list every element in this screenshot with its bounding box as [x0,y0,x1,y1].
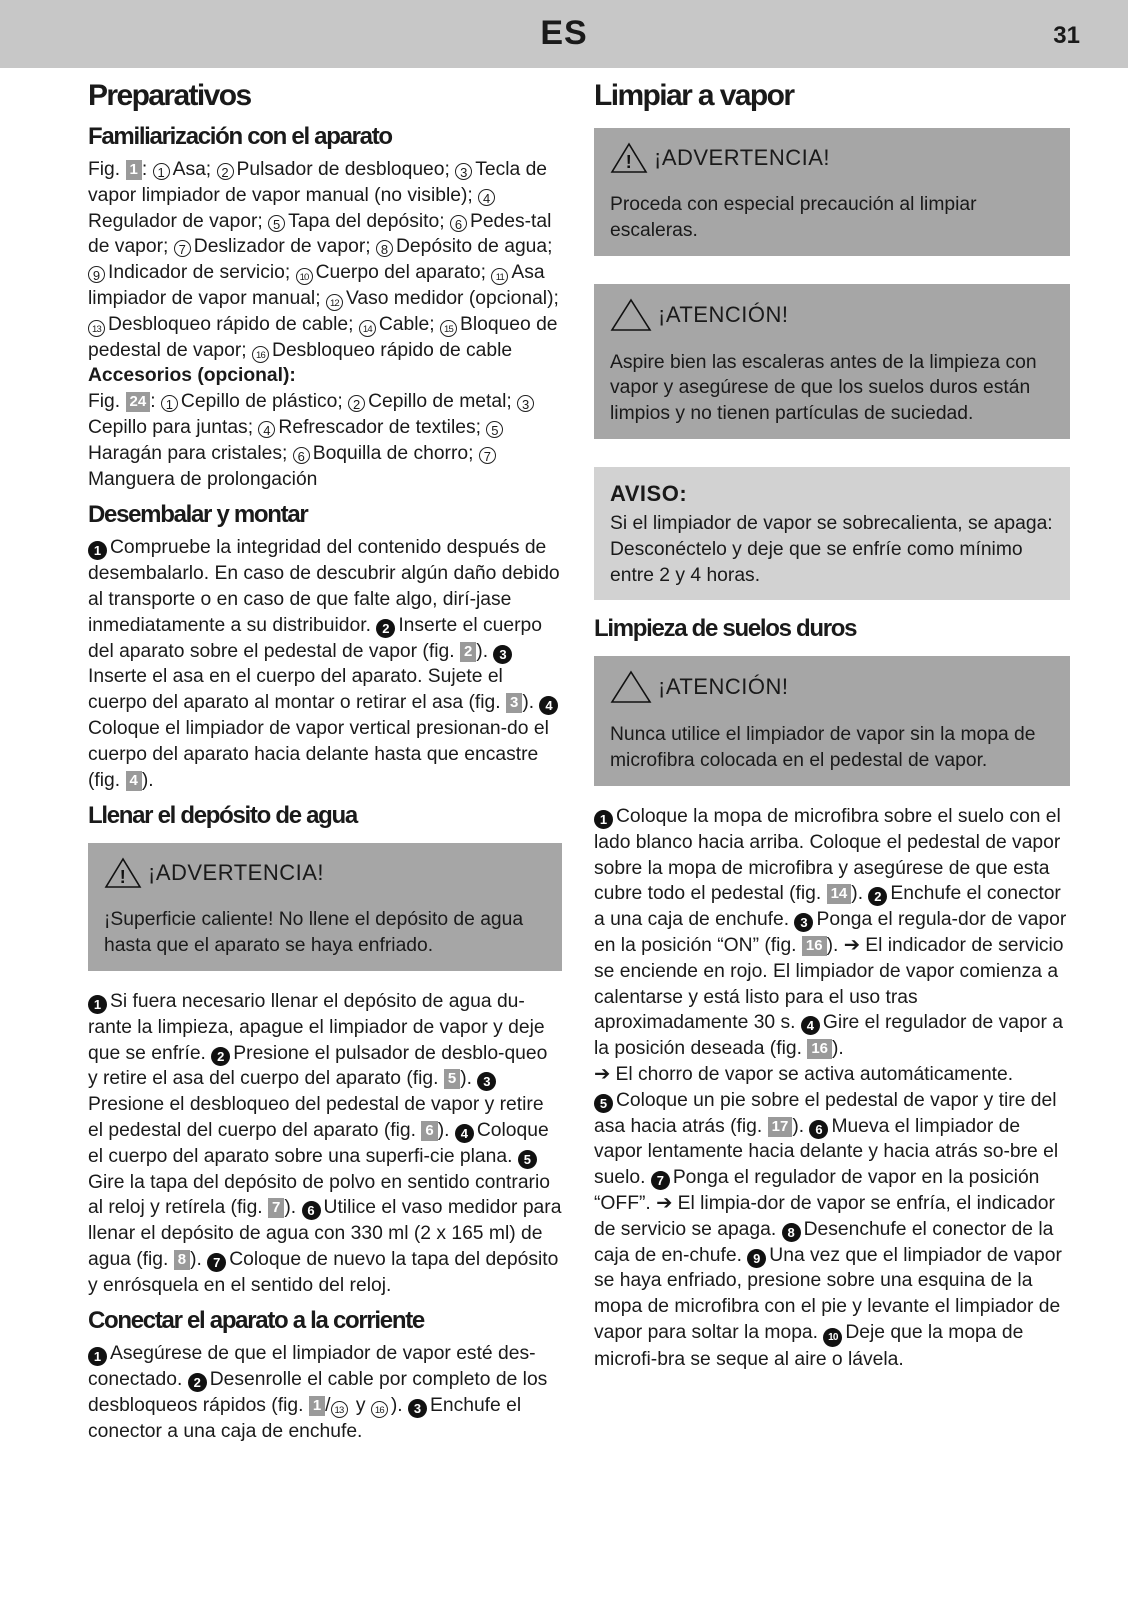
warning-title: ¡ADVERTENCIA! [654,145,831,170]
step-number: 10 [823,1328,842,1347]
attention-text: Nunca utilice el limpiador de vapor sin la mopa de microfibra colocada en el pedestal de vapor. [610,724,1036,772]
heading-llenar: Llenar el depósito de agua [88,802,357,830]
part-number: 1 [161,395,178,412]
part-number: 6 [450,215,467,232]
fig-ref: 16 [807,1039,832,1059]
step-number: 9 [747,1249,766,1268]
step-number: 2 [188,1373,207,1392]
fig-ref: 5 [444,1069,460,1089]
heading-desembalar: Desembalar y montar [88,501,308,529]
step-number: 4 [539,696,558,715]
step-number: 2 [376,619,395,638]
part-number: 16 [252,346,269,363]
part-number: 4 [478,189,495,206]
part-number: 6 [293,447,310,464]
step-number: 1 [88,1347,107,1366]
page-header [0,0,1128,68]
part-number: 7 [479,447,496,464]
fig-ref: 2 [460,642,476,662]
language-code: ES [540,14,588,52]
fig-ref: 7 [268,1198,284,1218]
step-number: 2 [211,1047,230,1066]
fig-ref: 17 [768,1117,793,1137]
notice-text: Si el limpiador de vapor se sobrecalienta, se apaga: Desconéctelo y deje que se enfríe como mínimo entre 2 y 4 horas. [610,512,1053,586]
attention-box [594,284,1070,439]
fig-ref: 1 [126,160,142,180]
notice-box [594,467,1070,600]
attention-icon [610,298,652,332]
heading-limpiar-a-vapor: Limpiar a vapor [594,79,794,112]
accessories-title: Accesorios (opcional): [88,365,296,387]
step-number: 1 [594,810,613,829]
step-number: 7 [651,1171,670,1190]
warning-box [594,128,1070,256]
warning-text: Proceda con especial precaución al limpiar escaleras. [610,194,977,241]
part-number: 2 [217,163,234,180]
fill-steps: 1 Si fuera necesario llenar el depósito de agua du-rante la limpieza, apague el limpiador de vapor y deje que se enfríe. 2 Presione el pulsador de desblo-queo y retire el asa del cuerpo del aparato (fig. 5 ). 3Presione el desbloqueo del pedestal de vapor y retire el pedestal del cuerpo del aparato (fig. 6 ). 4 Coloque el cuerpo del aparato sobre una superfi-cie plana. 5Gire la tapa del depósito de polvo en sentido contrario al reloj y retírela (fig. 7 ). 6 Utilice el vaso medidor para llenar el depósito de agua con 330 ml (2 x 165 ml) de agua (fig. 8 ). 7 Coloque de nuevo la tapa del depósito y enrósquela en el sentido del reloj. [88,990,562,1296]
unpack-steps: 1 Compruebe la integridad del contenido después de desembalarlo. En caso de descubrir algún daño debido al transporte o en caso de que falte algo, dirí-jase inmediatamente a su distribuidor. 2 Inserte el cuerpo del aparato sobre el pedestal de vapor (fig. 2 ). 3Inserte el asa en el cuerpo del aparato. Sujete el cuerpo del aparato al montar o retirar el asa (fig. 3 ). 4Coloque el limpiador de vapor vertical presionan-do el cuerpo del aparato hacia delante hasta que encastre (fig. 4 ). [88,537,560,791]
right-column [594,74,1070,1373]
page-number: 31 [1053,22,1080,49]
svg-text:!: ! [625,152,633,172]
part-number: 16 [371,1401,388,1418]
part-number: 1 [153,163,170,180]
part-number: 9 [88,266,105,283]
step-number: 4 [455,1124,474,1143]
warning-box [88,843,562,971]
part-number: 11 [491,268,508,285]
step-number: 7 [207,1253,226,1272]
fig-ref: 4 [126,771,142,791]
warning-text: ¡Superficie caliente! No llene el depósito de agua hasta que el aparato se haya enfriado. [104,909,524,957]
step-number: 3 [408,1399,427,1418]
attention-title: ¡ATENCIÓN! [658,674,789,700]
step-number: 1 [88,541,107,560]
attention-icon [610,670,652,704]
warning-icon [104,857,142,889]
fig-ref: 14 [827,884,852,904]
step-number: 3 [794,913,813,932]
heading-suelos-duros: Limpieza de suelos duros [594,615,857,643]
heading-preparativos: Preparativos [88,79,251,112]
floor-steps: 1 Coloque la mopa de microfibra sobre el suelo con el lado blanco hacia arriba. Coloque el pedestal de vapor sobre la mopa de microfibra y asegúrese de que esta cubre todo el pedestal (fig. 14 ). 2 Enchufe el conector a una caja de enchufe. 3 Ponga el regula-dor de vapor en la posición “ON” (fig. 16 ). ➔ El indicador de servicio se enciende en rojo. El limpiador de vapor comienza a calentarse y está listo para el uso tras aproximadamente 30 s. 4 Gire el regulador de vapor a la posición deseada (fig. 16 ). ➔ El chorro de vapor se activa automáticamente. 5 Coloque un pie sobre el pedestal de vapor y tire del asa hacia atrás (fig. 17 ). 6 Mueva el limpiador de vapor lentamente hacia delante y hacia atrás so-bre el suelo. 7 Ponga el regulador de vapor en la posición “OFF”. ➔ El limpia-dor de vapor se enfría, el indicador de servicio se apaga. 8 Desenchufe el conector de la caja de en-chufe. 9 Una vez que el limpiador de vapor se haya enfriado, presione sobre una esquina de la mopa de microfibra con el pie y levante el limpiador de vapor para soltar la mopa. 10 Deje que la mopa de microfi-bra se seque al aire o lávela. [594,805,1067,1370]
heading-familiarizacion: Familiarización con el aparato [88,123,392,150]
part-number: 13 [88,320,105,337]
warning-icon [610,142,648,174]
step-number: 3 [493,645,512,664]
fig-ref: 16 [802,936,827,956]
attention-text: Aspire bien las escaleras antes de la limpieza con vapor y asegúrese de que los suelos duros están limpios y no tienen partículas de suciedad. [610,351,1037,425]
step-number: 2 [868,887,887,906]
fig-ref: 24 [126,392,151,412]
part-number: 12 [326,294,343,311]
part-number: 3 [517,395,534,412]
part-number: 5 [268,215,285,232]
part-number: 10 [296,268,313,285]
step-number: 6 [302,1201,321,1220]
part-number: 4 [258,421,275,438]
part-number: 5 [486,421,503,438]
step-number: 8 [782,1223,801,1242]
part-number: 13 [331,1401,348,1418]
accessories-list: Fig. 24 : 1 Cepillo de plástico; 2 Cepillo de metal; 3Cepillo para juntas; 4 Refrescador de textiles; 5Haragán para cristales; 6 Boquilla de chorro; 7Manguera de prolongación [88,389,562,492]
part-number: 14 [359,320,376,337]
step-number: 5 [594,1094,613,1113]
step-number: 4 [801,1016,820,1035]
attention-box [594,656,1070,786]
part-number: 15 [440,320,457,337]
step-number: 6 [809,1120,828,1139]
fig-ref: 6 [421,1121,437,1141]
heading-conectar: Conectar el aparato a la corriente [88,1307,424,1335]
svg-text:!: ! [119,867,127,888]
warning-title: ¡ADVERTENCIA! [148,860,325,886]
fig-ref: 1 [309,1396,325,1416]
step-number: 1 [88,995,107,1014]
part-number: 3 [455,163,472,180]
left-column [88,74,562,1445]
part-number: 2 [348,395,365,412]
notice-title: AVISO: [610,480,688,506]
part-number: 7 [174,240,191,257]
fig-ref: 8 [174,1250,190,1270]
part-number: 8 [376,240,393,257]
parts-list: Fig. 1 : 1 Asa; 2 Pulsador de desbloqueo; 3 Tecla de vapor limpiador de vapor manual (no visible); 4Regulador de vapor; 5 Tapa del depósito; 6 Pedes-tal de vapor; 7 Deslizador de vapor; 8 Depósito de agua; 9 Indicador de servicio; 10 Cuerpo del aparato; 11 Asa limpiador de vapor manual; 12 Vaso medidor (opcional); 13 Desbloqueo rápido de cable; 14 Cable; 15 Bloqueo de pedestal de vapor; 16 Desbloqueo rápido de cable [88,159,559,361]
step-number: 5 [518,1150,537,1169]
fig-ref: 3 [506,693,522,713]
connect-steps: 1 Asegúrese de que el limpiador de vapor esté des-conectado. 2 Desenrolle el cable por completo de los desbloqueos rápidos (fig. 1 / 13 y 16 ). 3 Enchufe el conector a una caja de enchufe. [88,1343,548,1442]
step-number: 3 [477,1072,496,1091]
attention-title: ¡ATENCIÓN! [658,301,789,327]
